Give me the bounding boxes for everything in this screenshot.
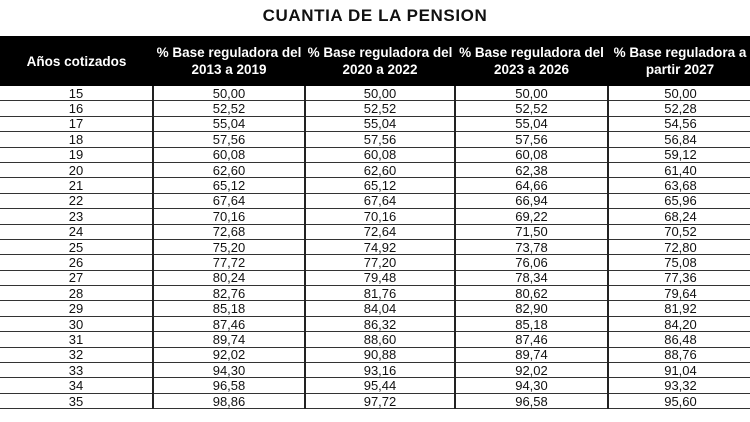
cell-from-2027: 68,24 xyxy=(608,209,750,224)
cell-2023-2026: 60,08 xyxy=(455,147,608,162)
cell-years: 35 xyxy=(0,393,153,408)
cell-from-2027: 77,36 xyxy=(608,270,750,285)
cell-2013-2019: 62,60 xyxy=(153,162,305,177)
cell-2023-2026: 87,46 xyxy=(455,332,608,347)
cell-years: 17 xyxy=(0,116,153,131)
cell-2020-2022: 57,56 xyxy=(305,132,455,147)
cell-years: 20 xyxy=(0,162,153,177)
header-years-contributed: Años cotizados xyxy=(0,36,153,86)
table-row xyxy=(0,132,750,147)
cell-2013-2019: 94,30 xyxy=(153,363,305,378)
cell-years: 23 xyxy=(0,209,153,224)
cell-years: 29 xyxy=(0,301,153,316)
cell-2013-2019: 77,72 xyxy=(153,255,305,270)
table-row xyxy=(0,209,750,224)
cell-2020-2022: 60,08 xyxy=(305,147,455,162)
cell-2023-2026: 73,78 xyxy=(455,239,608,254)
cell-years: 19 xyxy=(0,147,153,162)
cell-2013-2019: 57,56 xyxy=(153,132,305,147)
cell-2013-2019: 82,76 xyxy=(153,286,305,301)
table-row xyxy=(0,239,750,254)
cell-from-2027: 88,76 xyxy=(608,347,750,362)
table-row xyxy=(0,224,750,239)
cell-from-2027: 50,00 xyxy=(608,86,750,101)
cell-2023-2026: 78,34 xyxy=(455,270,608,285)
cell-2023-2026: 52,52 xyxy=(455,101,608,116)
cell-2020-2022: 81,76 xyxy=(305,286,455,301)
cell-2020-2022: 93,16 xyxy=(305,363,455,378)
cell-2013-2019: 50,00 xyxy=(153,86,305,101)
cell-2020-2022: 72,64 xyxy=(305,224,455,239)
table-row xyxy=(0,147,750,162)
cell-2013-2019: 87,46 xyxy=(153,316,305,331)
cell-2013-2019: 52,52 xyxy=(153,101,305,116)
cell-years: 31 xyxy=(0,332,153,347)
table-row xyxy=(0,86,750,101)
cell-2013-2019: 75,20 xyxy=(153,239,305,254)
cell-years: 24 xyxy=(0,224,153,239)
cell-2020-2022: 97,72 xyxy=(305,393,455,408)
cell-2020-2022: 52,52 xyxy=(305,101,455,116)
cell-from-2027: 52,28 xyxy=(608,101,750,116)
cell-2020-2022: 70,16 xyxy=(305,209,455,224)
cell-from-2027: 54,56 xyxy=(608,116,750,131)
cell-2023-2026: 94,30 xyxy=(455,378,608,393)
cell-from-2027: 56,84 xyxy=(608,132,750,147)
cell-2013-2019: 55,04 xyxy=(153,116,305,131)
cell-2013-2019: 85,18 xyxy=(153,301,305,316)
header-base-2013-2019: % Base reguladora del 2013 a 2019 xyxy=(153,36,305,86)
page-title: CUANTIA DE LA PENSION xyxy=(262,6,488,25)
cell-2020-2022: 90,88 xyxy=(305,347,455,362)
cell-years: 34 xyxy=(0,378,153,393)
table-row xyxy=(0,193,750,208)
header-base-2020-2022: % Base reguladora del 2020 a 2022 xyxy=(305,36,455,86)
cell-2020-2022: 77,20 xyxy=(305,255,455,270)
table-row xyxy=(0,270,750,285)
table-row xyxy=(0,162,750,177)
cell-from-2027: 63,68 xyxy=(608,178,750,193)
cell-2023-2026: 50,00 xyxy=(455,86,608,101)
table-row xyxy=(0,316,750,331)
cell-2023-2026: 76,06 xyxy=(455,255,608,270)
pension-table xyxy=(0,36,750,409)
table-header xyxy=(0,36,750,86)
table-row xyxy=(0,101,750,116)
cell-years: 26 xyxy=(0,255,153,270)
cell-2023-2026: 82,90 xyxy=(455,301,608,316)
cell-from-2027: 59,12 xyxy=(608,147,750,162)
cell-2013-2019: 70,16 xyxy=(153,209,305,224)
table-row xyxy=(0,332,750,347)
cell-2023-2026: 66,94 xyxy=(455,193,608,208)
cell-from-2027: 65,96 xyxy=(608,193,750,208)
header-base-from-2027: % Base reguladora a partir 2027 xyxy=(608,36,750,86)
cell-from-2027: 81,92 xyxy=(608,301,750,316)
table-body xyxy=(0,86,750,409)
cell-2023-2026: 92,02 xyxy=(455,363,608,378)
cell-from-2027: 72,80 xyxy=(608,239,750,254)
cell-2020-2022: 65,12 xyxy=(305,178,455,193)
cell-2013-2019: 89,74 xyxy=(153,332,305,347)
cell-2023-2026: 96,58 xyxy=(455,393,608,408)
table-row xyxy=(0,255,750,270)
cell-years: 21 xyxy=(0,178,153,193)
cell-2013-2019: 92,02 xyxy=(153,347,305,362)
cell-years: 22 xyxy=(0,193,153,208)
table-row xyxy=(0,347,750,362)
cell-2020-2022: 55,04 xyxy=(305,116,455,131)
cell-2020-2022: 67,64 xyxy=(305,193,455,208)
table-row xyxy=(0,116,750,131)
cell-2020-2022: 95,44 xyxy=(305,378,455,393)
cell-from-2027: 93,32 xyxy=(608,378,750,393)
cell-2023-2026: 55,04 xyxy=(455,116,608,131)
cell-years: 33 xyxy=(0,363,153,378)
table-row xyxy=(0,378,750,393)
cell-2013-2019: 65,12 xyxy=(153,178,305,193)
cell-2020-2022: 79,48 xyxy=(305,270,455,285)
table-row xyxy=(0,301,750,316)
cell-years: 18 xyxy=(0,132,153,147)
table-row xyxy=(0,393,750,408)
cell-2020-2022: 62,60 xyxy=(305,162,455,177)
cell-2023-2026: 69,22 xyxy=(455,209,608,224)
cell-years: 28 xyxy=(0,286,153,301)
cell-2020-2022: 86,32 xyxy=(305,316,455,331)
cell-2023-2026: 80,62 xyxy=(455,286,608,301)
cell-from-2027: 75,08 xyxy=(608,255,750,270)
cell-2013-2019: 98,86 xyxy=(153,393,305,408)
cell-from-2027: 70,52 xyxy=(608,224,750,239)
cell-years: 25 xyxy=(0,239,153,254)
cell-2023-2026: 64,66 xyxy=(455,178,608,193)
cell-from-2027: 61,40 xyxy=(608,162,750,177)
cell-2020-2022: 88,60 xyxy=(305,332,455,347)
cell-2020-2022: 74,92 xyxy=(305,239,455,254)
header-base-2023-2026: % Base reguladora del 2023 a 2026 xyxy=(455,36,608,86)
cell-2013-2019: 60,08 xyxy=(153,147,305,162)
cell-2023-2026: 71,50 xyxy=(455,224,608,239)
cell-years: 30 xyxy=(0,316,153,331)
cell-years: 27 xyxy=(0,270,153,285)
cell-2013-2019: 72,68 xyxy=(153,224,305,239)
cell-from-2027: 84,20 xyxy=(608,316,750,331)
cell-2013-2019: 96,58 xyxy=(153,378,305,393)
cell-from-2027: 86,48 xyxy=(608,332,750,347)
table-row xyxy=(0,286,750,301)
cell-years: 16 xyxy=(0,101,153,116)
cell-2013-2019: 67,64 xyxy=(153,193,305,208)
cell-2020-2022: 50,00 xyxy=(305,86,455,101)
cell-years: 32 xyxy=(0,347,153,362)
cell-2020-2022: 84,04 xyxy=(305,301,455,316)
cell-2023-2026: 57,56 xyxy=(455,132,608,147)
cell-from-2027: 91,04 xyxy=(608,363,750,378)
cell-from-2027: 79,64 xyxy=(608,286,750,301)
cell-2013-2019: 80,24 xyxy=(153,270,305,285)
cell-from-2027: 95,60 xyxy=(608,393,750,408)
table-row xyxy=(0,178,750,193)
header-row xyxy=(0,36,750,86)
cell-years: 15 xyxy=(0,86,153,101)
table-row xyxy=(0,363,750,378)
cell-2023-2026: 85,18 xyxy=(455,316,608,331)
cell-2023-2026: 89,74 xyxy=(455,347,608,362)
cell-2023-2026: 62,38 xyxy=(455,162,608,177)
